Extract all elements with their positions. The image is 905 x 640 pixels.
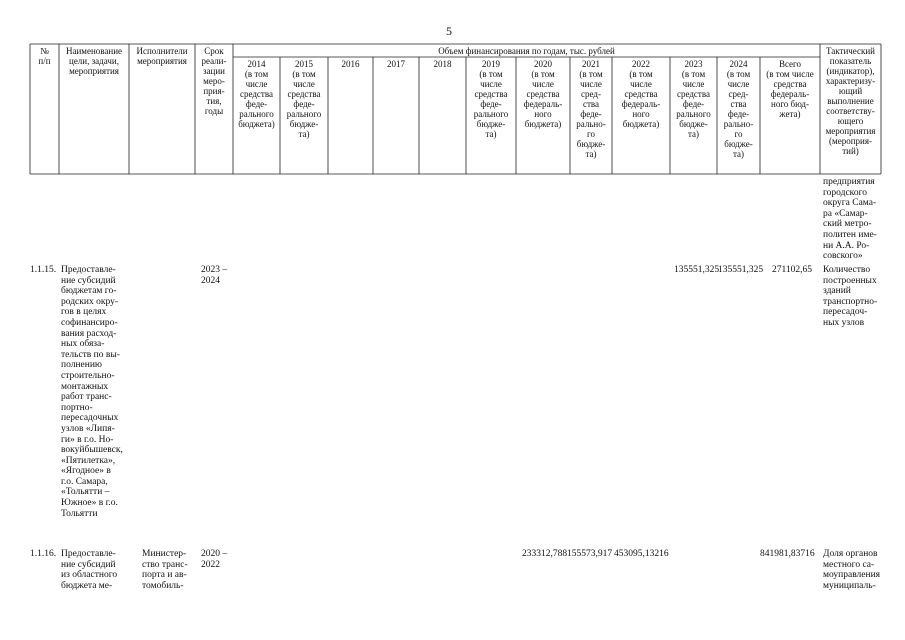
header-col-number: № п/п xyxy=(38,46,51,66)
row-value-total: 271102,65 xyxy=(772,265,813,275)
header-year-2020: 2020 (в том числе средства федераль- ного бюджета) xyxy=(523,59,563,129)
header-year-2021: 2021 (в том числе сред- ства феде- рально- го бюдже- та) xyxy=(576,59,606,159)
header-year-2024: 2024 (в том числе сред- ства феде- рально- го бюдже- та) xyxy=(723,59,754,159)
header-year-2017: 2017 xyxy=(387,59,405,69)
header-year-2023: 2023 (в том числе средства феде- рального бюдже- та) xyxy=(676,59,711,139)
header-col-name: Наименование цели, задачи, мероприятия xyxy=(65,46,123,76)
header-year-2014: 2014 (в том числе средства феде- рального бюджета) xyxy=(238,59,275,129)
header-year-2016: 2016 xyxy=(341,59,360,69)
header-col-term: Срок реали- зации меро- прия- тия, годы xyxy=(201,46,227,116)
row-number: 1.1.16. xyxy=(30,549,57,559)
row-name: Предоставле- ние субсидий из областного бюджета ме- xyxy=(61,549,118,591)
row-number: 1.1.15. xyxy=(30,265,57,275)
row-value-2022: 453095,13216 xyxy=(614,549,669,559)
page-number: 5 xyxy=(446,24,452,38)
row-value-2024: 135551,325 xyxy=(718,265,764,275)
header-year-2019: 2019 (в том числе средства феде- рального бюдже- та) xyxy=(473,59,509,139)
continued-indicator-text: предприятия городского округа Сама- ра «Самар- ский метро- политен име- ни А.А. Ро- совского» xyxy=(823,177,877,262)
row-term: 2023 – 2024 xyxy=(201,265,228,286)
header-year-2018: 2018 xyxy=(433,59,452,69)
row-value-total: 841981,83716 xyxy=(760,549,815,559)
row-name: Предоставле- ние субсидий бюджетам го- родских окру- гов в целях софинансиро- вания расход- ных обяза- тельств по вы- полнению строительно- монтажных работ транс- портно- пересадочных узлов «Липя- ги» в г.о. Но- вокуйбышевск, «Пятилетка», «Ягодное» в г.о. Самара, «Тольятти – Южное» в г.о. Тольятти xyxy=(61,265,123,519)
row-value-2020: 233312,788 xyxy=(522,549,568,559)
row-term: 2020 – 2022 xyxy=(201,549,228,570)
header-indicator: Тактический показатель (индикатор), характеризу- ющий выполнение соответству- ющего мероприятия (мероприя- тий) xyxy=(825,46,876,156)
header-total: Всего (в том числе средства федераль- ного бюд- жета) xyxy=(766,59,814,119)
row-value-2021: 155573,917 xyxy=(567,549,613,559)
header-year-2015: 2015 (в том числе средства феде- рального бюдже- та) xyxy=(286,59,322,139)
row-indicator: Доля органов местного са- моуправления муниципаль- xyxy=(823,549,881,591)
row-indicator: Количество построенных зданий транспортно- пересадоч- ных узлов xyxy=(823,265,878,328)
header-col-executor: Исполнители мероприятия xyxy=(136,46,188,66)
header-financing-group: Объем финансирования по годам, тыс. рублей xyxy=(438,46,615,56)
header-year-2022: 2022 (в том числе средства федераль- ного бюджета) xyxy=(621,59,661,129)
row-value-2023: 135551,325 xyxy=(674,265,720,275)
row-executor: Министер- ство транс- порта и ав- томобиль- xyxy=(142,549,188,591)
